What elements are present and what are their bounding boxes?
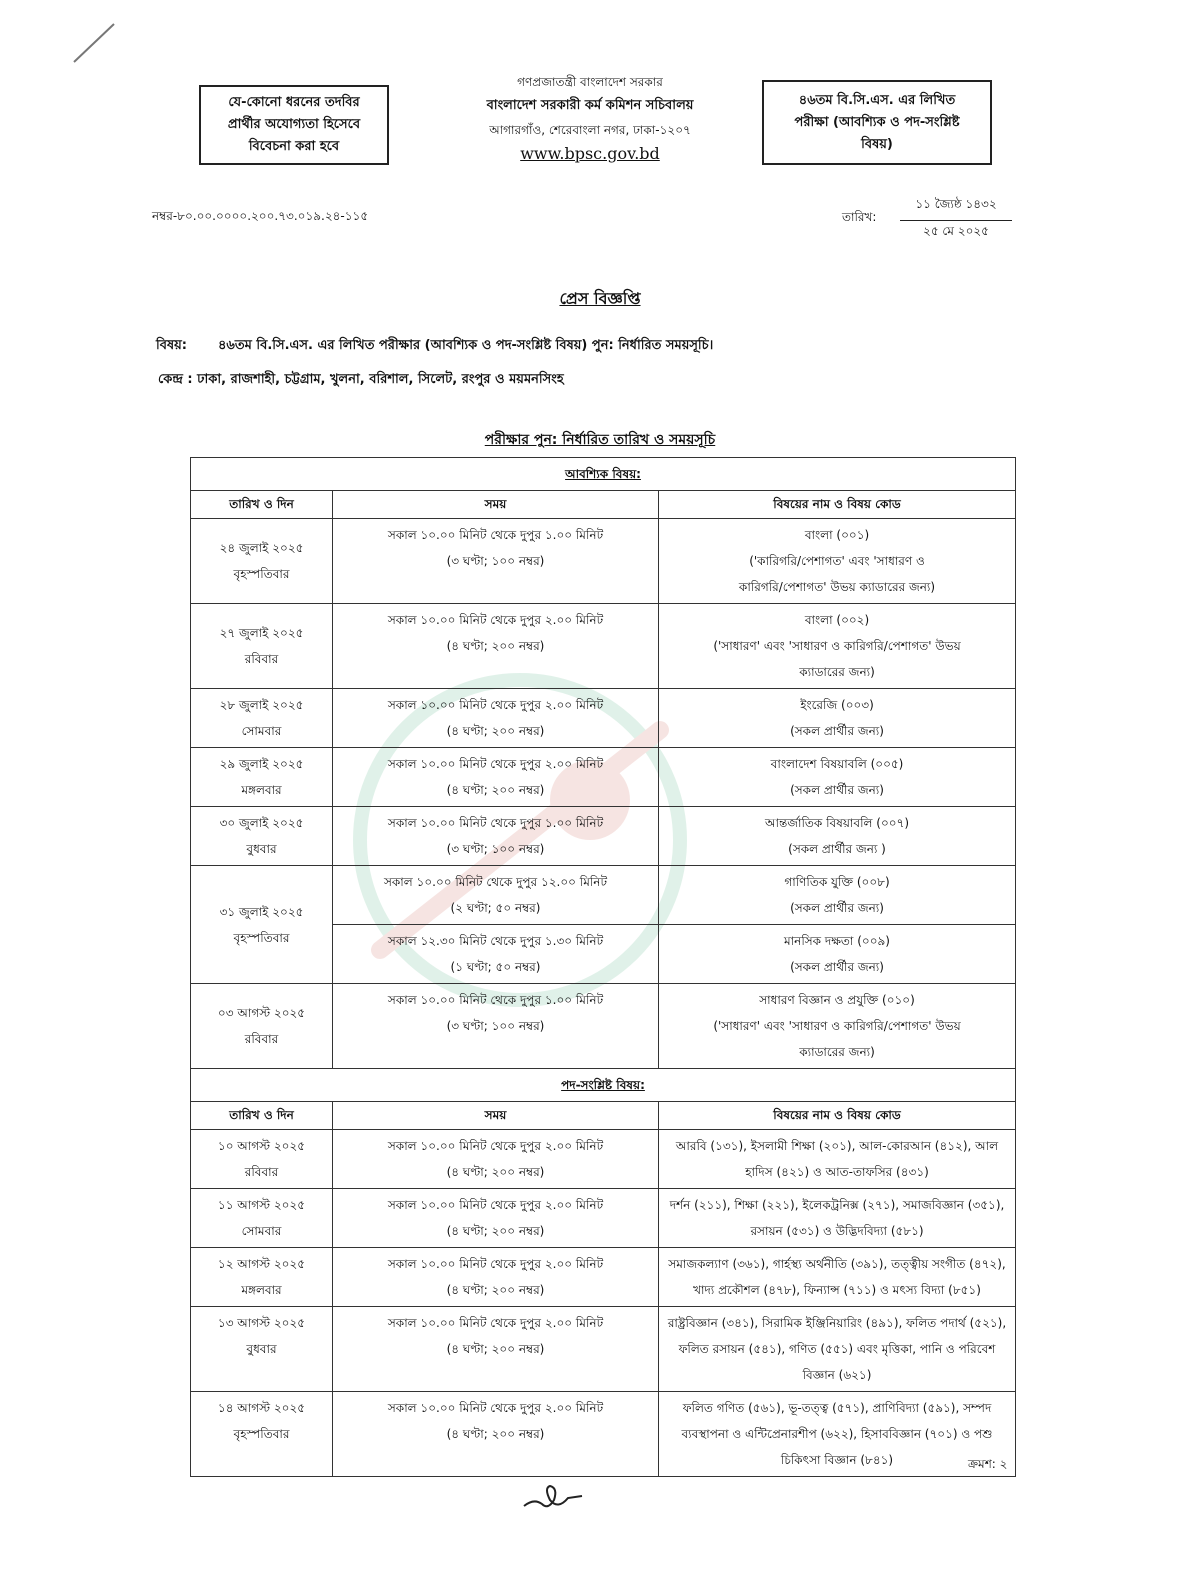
- letterhead: [400, 70, 780, 166]
- centres-label: কেন্দ্র :: [158, 372, 193, 387]
- exam-date: ২৯ জুলাই ২০২৫: [219, 757, 304, 771]
- time-cell: [333, 519, 659, 604]
- exam-day: বৃহস্পতিবার: [233, 930, 290, 945]
- exam-date: ১২ আগস্ট ২০২৫: [217, 1257, 306, 1271]
- exam-time: সকাল ১০.০০ মিনিট থেকে দুপুর ১২.০০ মিনিট: [383, 875, 608, 889]
- subject-cell: [659, 748, 1016, 807]
- compulsory-heading: আবশ্যিক বিষয়:: [191, 458, 1016, 491]
- exam-date: ১৪ আগস্ট ২০২৫: [217, 1401, 306, 1415]
- time-cell: [333, 925, 659, 984]
- exam-day: বুধবার: [246, 1342, 277, 1356]
- exam-time: সকাল ১০.০০ মিনিট থেকে দুপুর ২.০০ মিনিট: [387, 1316, 604, 1330]
- date-cell: [191, 1307, 333, 1392]
- time-cell: [333, 807, 659, 866]
- subject-cell: [659, 519, 1016, 604]
- date-cell: [191, 984, 333, 1069]
- exam-marks: (৪ ঘণ্টা; ২০০ নম্বর): [446, 639, 545, 653]
- date-label: তারিখ:: [842, 210, 877, 224]
- exam-date: ১৩ আগস্ট ২০২৫: [217, 1316, 306, 1330]
- exam-box: [762, 80, 992, 165]
- exam-day: বুধবার: [246, 842, 277, 856]
- centres-line: [158, 370, 564, 391]
- date-english: ২৫ মে ২০২৫: [923, 224, 989, 238]
- exam-marks: (৪ ঘণ্টা; ২০০ নম্বর): [446, 1224, 545, 1238]
- subject-cell: [659, 984, 1016, 1069]
- exam-day: রবিবার: [244, 1165, 279, 1179]
- subject-line: ইংরেজি (০০৩): [800, 698, 874, 712]
- exam-marks: (২ ঘণ্টা; ৫০ নম্বর): [450, 901, 541, 915]
- centres-text: ঢাকা, রাজশাহী, চট্টগ্রাম, খুলনা, বরিশাল, সিলেট, রংপুর ও ময়মনসিংহ: [197, 372, 564, 387]
- subject-line: (সকল প্রার্থীর জন্য): [790, 960, 884, 974]
- exam-time: সকাল ১০.০০ মিনিট থেকে দুপুর ১.০০ মিনিট: [387, 816, 604, 830]
- exam-date: ২৪ জুলাই ২০২৫: [219, 541, 304, 555]
- subject-line: ক্যাডারের জন্য): [799, 1045, 875, 1059]
- subject-cell: [659, 807, 1016, 866]
- office-name: বাংলাদেশ সরকারী কর্ম কমিশন সচিবালয়: [486, 98, 694, 113]
- table-row: [191, 807, 1016, 866]
- subject-cell: সমাজকল্যাণ (৩৬১), গার্হস্থ্য অর্থনীতি (৩৯১), তত্ত্বীয় সংগীত (৪৭২), খাদ্য প্রকৌশল (৪৭৮), ফিন্যান্স (৭১১) ও মৎস্য বিদ্যা (৮৫১): [659, 1248, 1016, 1307]
- subject-line: (সকল প্রার্থীর জন্য): [790, 901, 884, 915]
- exam-day: সোমবার: [241, 724, 282, 738]
- exam-line-3: বিষয়): [861, 136, 893, 152]
- subject-line: কারিগরি/পেশাগত' উভয় ক্যাডারের জন্য): [738, 580, 936, 594]
- website-link[interactable]: www.bpsc.gov.bd: [520, 144, 660, 163]
- exam-marks: (৩ ঘণ্টা; ১০০ নম্বর): [446, 842, 545, 856]
- subject-line: গাণিতিক যুক্তি (০০৮): [784, 875, 890, 889]
- exam-time: সকাল ১০.০০ মিনিট থেকে দুপুর ১.০০ মিনিট: [387, 528, 604, 542]
- date-cell: [191, 807, 333, 866]
- exam-time: সকাল ১০.০০ মিনিট থেকে দুপুর ২.০০ মিনিট: [387, 698, 604, 712]
- time-cell: [333, 604, 659, 689]
- time-cell: [333, 984, 659, 1069]
- time-cell: [333, 689, 659, 748]
- time-cell: [333, 1307, 659, 1392]
- subject-line: বাংলা (০০২): [804, 613, 870, 627]
- subject-line: ('কারিগরি/পেশাগত' এবং 'সাধারণ ও: [749, 554, 925, 568]
- warning-line-1: যে-কোনো ধরনের তদবির: [228, 95, 360, 110]
- col-date-post: তারিখ ও দিন: [191, 1102, 333, 1130]
- time-cell: [333, 748, 659, 807]
- col-time-compulsory: সময়: [333, 491, 659, 519]
- exam-marks: (৩ ঘণ্টা; ১০০ নম্বর): [446, 1019, 545, 1033]
- date-cell: [191, 1130, 333, 1189]
- signature-initial: [520, 1470, 590, 1520]
- exam-marks: (১ ঘণ্টা; ৫০ নম্বর): [450, 960, 541, 974]
- date-bangla: ১১ জ্যৈষ্ঠ ১৪৩২: [900, 196, 1012, 221]
- subject-cell: দর্শন (২১১), শিক্ষা (২২১), ইলেকট্রনিক্স (২৭১), সমাজবিজ্ঞান (৩৫১), রসায়ন (৫৩১) ও উদ্ভিদবিদ্যা (৫৮১): [659, 1189, 1016, 1248]
- exam-day: সোমবার: [241, 1224, 282, 1238]
- post-related-heading: পদ-সংশ্লিষ্ট বিষয়:: [191, 1069, 1016, 1102]
- exam-marks: (৪ ঘণ্টা; ২০০ নম্বর): [446, 1342, 545, 1356]
- date-cell: [191, 689, 333, 748]
- subject-line: (সকল প্রার্থীর জন্য ): [788, 842, 886, 856]
- subject-text: ৪৬তম বি.সি.এস. এর লিখিত পরীক্ষার (আবশ্যিক ও পদ-সংশ্লিষ্ট বিষয়) পুন: নির্ধারিত সময়সূচি।: [218, 338, 714, 353]
- subject-line: [156, 336, 713, 357]
- exam-marks: (৪ ঘণ্টা; ২০০ নম্বর): [446, 783, 545, 797]
- subject-cell: রাষ্ট্রবিজ্ঞান (৩৪১), সিরামিক ইঞ্জিনিয়ারিং (৪৯১), ফলিত পদার্থ (৫২১), ফলিত রসায়ন (৫৪১), গণিত (৫৫১) এবং মৃত্তিকা, পানি ও পরিবেশ বিজ্ঞান (৬২১): [659, 1307, 1016, 1392]
- time-cell: [333, 866, 659, 925]
- exam-date: ০৩ আগস্ট ২০২৫: [217, 1006, 306, 1020]
- warning-box: [199, 85, 389, 165]
- date-cell: [191, 1189, 333, 1248]
- exam-day: বৃহস্পতিবার: [233, 567, 290, 581]
- exam-time: সকাল ১০.০০ মিনিট থেকে দুপুর ২.০০ মিনিট: [387, 613, 604, 627]
- exam-line-1: ৪৬তম বি.সি.এস. এর লিখিত: [798, 92, 956, 108]
- exam-marks: (৩ ঘণ্টা; ১০০ নম্বর): [446, 554, 545, 568]
- date-cell: [191, 748, 333, 807]
- warning-line-2: প্রার্থীর অযোগ্যতা হিসেবে: [227, 117, 361, 132]
- table-row: [191, 866, 1016, 925]
- subject-line: ক্যাডারের জন্য): [799, 665, 875, 679]
- col-subject-post: বিষয়ের নাম ও বিষয় কোড: [659, 1102, 1016, 1130]
- exam-marks: (৪ ঘণ্টা; ২০০ নম্বর): [446, 724, 545, 738]
- time-cell: [333, 1392, 659, 1477]
- table-row: [191, 604, 1016, 689]
- subject-line: আন্তর্জাতিক বিষয়াবলি (০০৭): [764, 816, 910, 830]
- table-row: [191, 984, 1016, 1069]
- subject-cell: [659, 866, 1016, 925]
- col-subject-compulsory: বিষয়ের নাম ও বিষয় কোড: [659, 491, 1016, 519]
- exam-marks: (৪ ঘণ্টা; ২০০ নম্বর): [446, 1283, 545, 1297]
- subject-cell: [659, 925, 1016, 984]
- time-cell: [333, 1248, 659, 1307]
- time-cell: [333, 1130, 659, 1189]
- exam-date: ১০ আগস্ট ২০২৫: [217, 1139, 306, 1153]
- date-cell: [191, 866, 333, 984]
- exam-day: মঙ্গলবার: [241, 783, 282, 797]
- exam-marks: (৪ ঘণ্টা; ২০০ নম্বর): [446, 1427, 545, 1441]
- subject-line: বাংলা (০০১): [804, 528, 870, 542]
- col-date-compulsory: তারিখ ও দিন: [191, 491, 333, 519]
- schedule-table: [190, 457, 1016, 1477]
- table-row: [191, 1189, 1016, 1248]
- subject-label: বিষয়:: [156, 338, 187, 353]
- table-row: [191, 1130, 1016, 1189]
- subject-line: মানসিক দক্ষতা (০০৯): [784, 934, 890, 948]
- table-row: [191, 1392, 1016, 1477]
- table-row: [191, 689, 1016, 748]
- press-release-title: প্রেস বিজ্ঞপ্তি: [559, 289, 641, 308]
- warning-line-3: বিবেচনা করা হবে: [248, 139, 340, 154]
- subject-line: ('সাধারণ' এবং 'সাধারণ ও কারিগরি/পেশাগত' উভয়: [713, 1019, 961, 1033]
- exam-date: ২৮ জুলাই ২০২৫: [219, 698, 304, 712]
- date-cell: [191, 519, 333, 604]
- exam-time: সকাল ১০.০০ মিনিট থেকে দুপুর ২.০০ মিনিট: [387, 1401, 604, 1415]
- exam-line-2: পরীক্ষা (আবশ্যিক ও পদ-সংশ্লিষ্ট: [794, 114, 960, 130]
- pen-mark: [70, 18, 120, 68]
- subject-line: বাংলাদেশ বিষয়াবলি (০০৫): [770, 757, 904, 771]
- exam-time: সকাল ১০.০০ মিনিট থেকে দুপুর ১.০০ মিনিট: [387, 993, 604, 1007]
- schedule-title: পরীক্ষার পুন: নির্ধারিত তারিখ ও সময়সূচি: [484, 432, 716, 448]
- subject-cell: আরবি (১৩১), ইসলামী শিক্ষা (২০১), আল-কোরআন (৪১২), আল হাদিস (৪২১) ও আত-তাফসির (৪৩১): [659, 1130, 1016, 1189]
- subject-line: (সকল প্রার্থীর জন্য): [790, 724, 884, 738]
- table-row: [191, 1248, 1016, 1307]
- exam-date: ১১ আগস্ট ২০২৫: [217, 1198, 306, 1212]
- exam-day: রবিবার: [244, 652, 279, 666]
- continued-note: ক্রমশ: ২: [968, 1457, 1008, 1471]
- govt-name: গণপ্রজাতন্ত্রী বাংলাদেশ সরকার: [517, 75, 663, 89]
- subject-cell: [659, 604, 1016, 689]
- office-address: আগারগাঁও, শেরেবাংলা নগর, ঢাকা-১২০৭: [489, 123, 691, 137]
- exam-time: সকাল ১২.৩০ মিনিট থেকে দুপুর ১.৩০ মিনিট: [387, 934, 604, 948]
- col-time-post: সময়: [333, 1102, 659, 1130]
- table-row: [191, 1307, 1016, 1392]
- exam-date: ৩০ জুলাই ২০২৫: [219, 816, 304, 830]
- table-row: [191, 519, 1016, 604]
- exam-day: মঙ্গলবার: [241, 1283, 282, 1297]
- exam-day: রবিবার: [244, 1032, 279, 1046]
- subject-line: ('সাধারণ' এবং 'সাধারণ ও কারিগরি/পেশাগত' উভয়: [713, 639, 961, 653]
- exam-time: সকাল ১০.০০ মিনিট থেকে দুপুর ২.০০ মিনিট: [387, 1139, 604, 1153]
- date-cell: [191, 1248, 333, 1307]
- exam-time: সকাল ১০.০০ মিনিট থেকে দুপুর ২.০০ মিনিট: [387, 757, 604, 771]
- time-cell: [333, 1189, 659, 1248]
- subject-line: (সকল প্রার্থীর জন্য): [790, 783, 884, 797]
- exam-day: বৃহস্পতিবার: [233, 1427, 290, 1441]
- exam-marks: (৪ ঘণ্টা; ২০০ নম্বর): [446, 1165, 545, 1179]
- exam-date: ২৭ জুলাই ২০২৫: [219, 626, 304, 640]
- reference-number: নম্বর-৮০.০০.০০০০.২০০.৭৩.০১৯.২৪-১১৫: [152, 209, 369, 223]
- table-row: [191, 748, 1016, 807]
- subject-cell: ফলিত গণিত (৫৬১), ভূ-তত্ত্ব (৫৭১), প্রাণিবিদ্যা (৫৯১), সম্পদ ব্যবস্থাপনা ও এন্টিপ্রেনারশীপ (৬২২), হিসাববিজ্ঞান (৭০১) ও পশু চিকিৎসা বিজ্ঞান (৮৪১): [659, 1392, 1016, 1477]
- subject-line: সাধারণ বিজ্ঞান ও প্রযুক্তি (০১০): [759, 993, 915, 1007]
- date-cell: [191, 604, 333, 689]
- subject-cell: [659, 689, 1016, 748]
- exam-time: সকাল ১০.০০ মিনিট থেকে দুপুর ২.০০ মিনিট: [387, 1257, 604, 1271]
- date-cell: [191, 1392, 333, 1477]
- exam-time: সকাল ১০.০০ মিনিট থেকে দুপুর ২.০০ মিনিট: [387, 1198, 604, 1212]
- exam-date: ৩১ জুলাই ২০২৫: [219, 904, 304, 919]
